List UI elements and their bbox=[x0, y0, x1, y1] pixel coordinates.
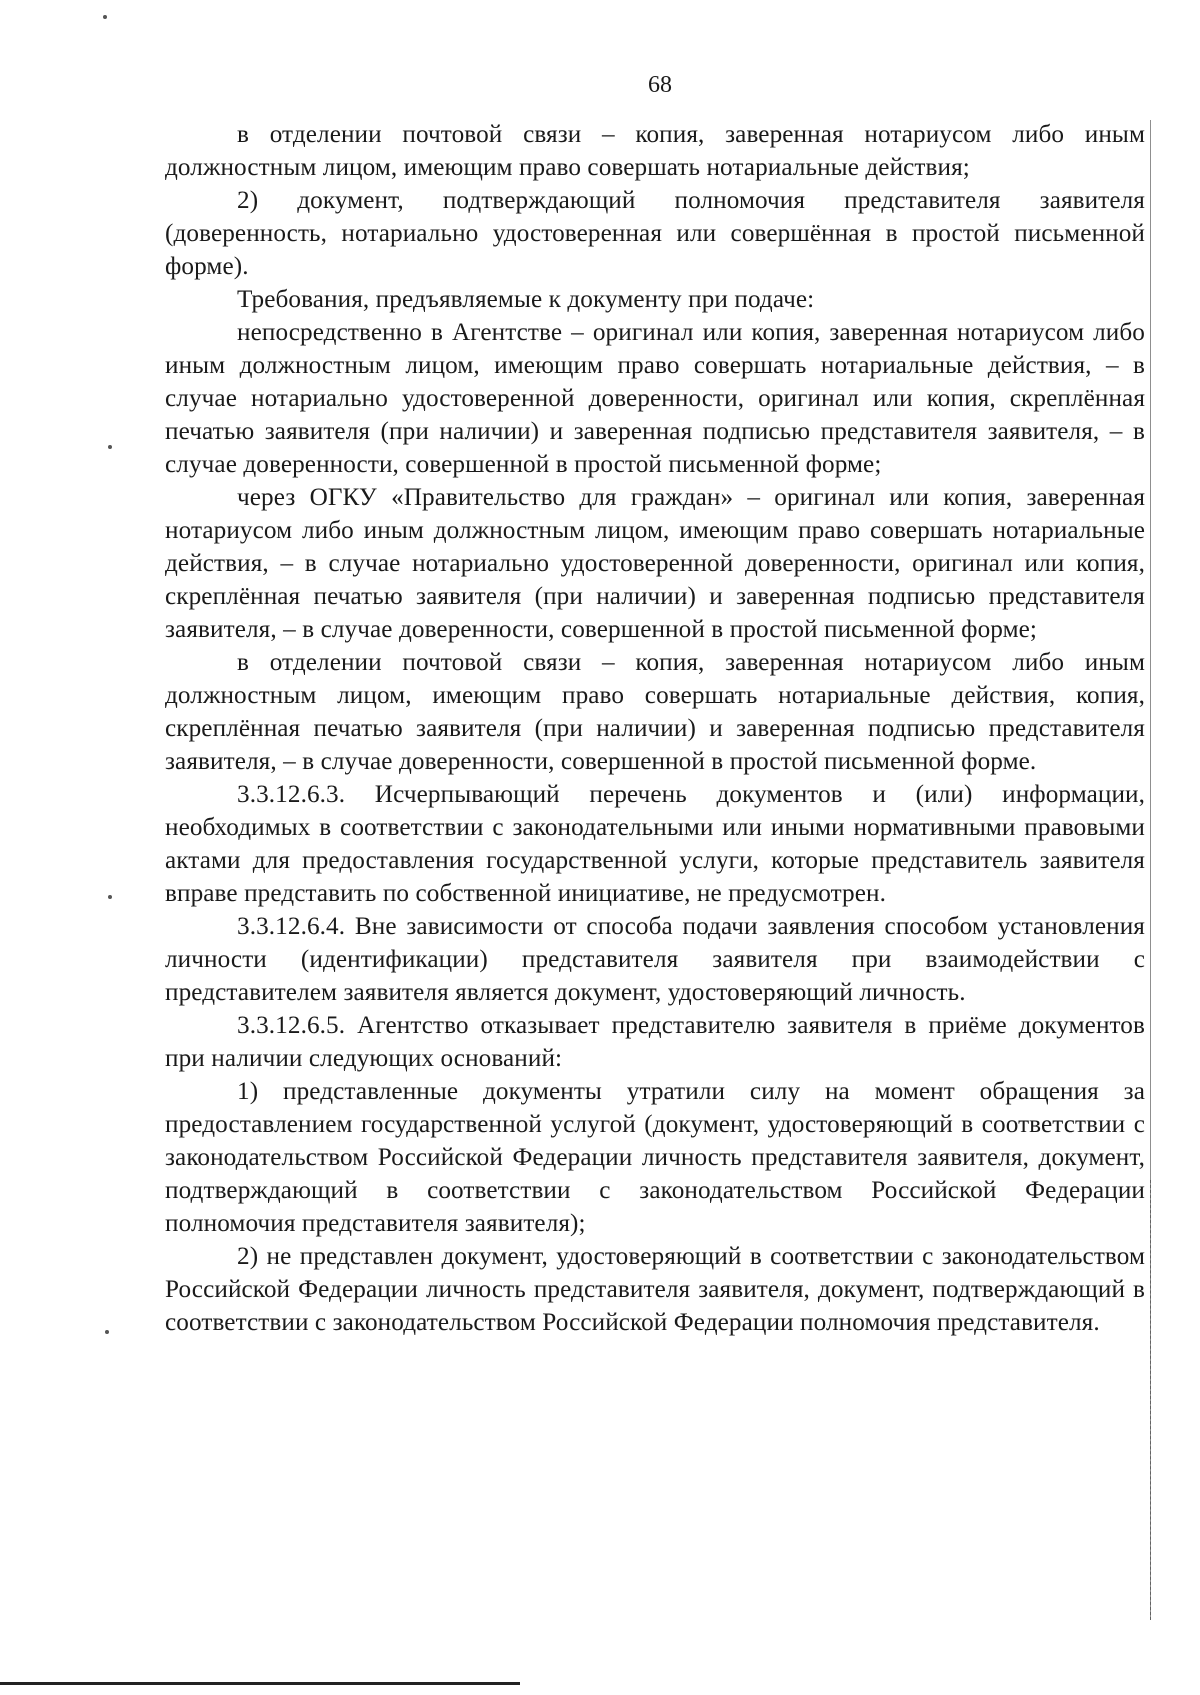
scan-speck bbox=[108, 445, 112, 449]
paragraph: 3.3.12.6.4. Вне зависимости от способа подачи заявления способом установления личности (идентификации) представителя заявителя при взаимодействии с представителем заявителя является документ, удостоверяющий личность. bbox=[165, 913, 1145, 1006]
scan-speck bbox=[105, 1330, 109, 1334]
paragraph: 3.3.12.6.3. Исчерпывающий перечень документов и (или) информации, необходимых в соответствии с законодательными или иными нормативными правовыми актами для предоставления государственной услуги, которые представитель заявителя вправе представить по собственной инициативе, не предусмотрен. bbox=[165, 781, 1145, 907]
document-body bbox=[165, 118, 1145, 1339]
paragraph: через ОГКУ «Правительство для граждан» – оригинал или копия, заверенная нотариусом либо иным должностным лицом, имеющим право совершать нотариальные действия, – в случае нотариально удостоверенной доверенности, оригинал или копия, скреплённая печатью заявителя (при наличии) и заверенная подписью представителя заявителя, – в случае доверенности, совершенной в простой письменной форме; bbox=[165, 484, 1145, 643]
paragraph: Требования, предъявляемые к документу при подаче: bbox=[237, 286, 815, 313]
paragraph: 2) документ, подтверждающий полномочия представителя заявителя (доверенность, нотариально удостоверенная или совершённая в простой письменной форме). bbox=[165, 187, 1145, 280]
bottom-rule bbox=[0, 1682, 520, 1685]
paragraph: в отделении почтовой связи – копия, заверенная нотариусом либо иным должностным лицом, имеющим право совершать нотариальные действия, копия, скреплённая печатью заявителя (при наличии) и заверенная подписью представителя заявителя, – в случае доверенности, совершенной в простой письменной форме. bbox=[165, 649, 1145, 775]
scan-speck bbox=[108, 895, 112, 899]
paragraph: 2) не представлен документ, удостоверяющий в соответствии с законодательством Российской Федерации личность представителя заявителя, документ, подтверждающий в соответствии с законодательством Российской Федерации полномочия представителя. bbox=[165, 1243, 1145, 1336]
scan-edge-dashed-line bbox=[1150, 1180, 1151, 1620]
paragraph: в отделении почтовой связи – копия, заверенная нотариусом либо иным должностным лицом, имеющим право совершать нотариальные действия; bbox=[165, 121, 1145, 181]
paragraph: 1) представленные документы утратили силу на момент обращения за предоставлением государственной услугой (документ, удостоверяющий в соответствии с законодательством Российской Федерации личность представителя заявителя, документ, подтверждающий в соответствии с законодательством Российской Федерации полномочия представителя заявителя); bbox=[165, 1078, 1145, 1237]
scan-speck bbox=[103, 15, 107, 19]
page-number: 68 bbox=[648, 72, 672, 98]
paragraph: непосредственно в Агентстве – оригинал или копия, заверенная нотариусом либо иным должностным лицом, имеющим право совершать нотариальные действия, – в случае нотариально удостоверенной доверенности, оригинал или копия, скреплённая печатью заявителя (при наличии) и заверенная подписью представителя заявителя, – в случае доверенности, совершенной в простой письменной форме; bbox=[165, 319, 1145, 478]
paragraph: 3.3.12.6.5. Агентство отказывает представителю заявителя в приёме документов при наличии следующих оснований: bbox=[165, 1012, 1145, 1072]
